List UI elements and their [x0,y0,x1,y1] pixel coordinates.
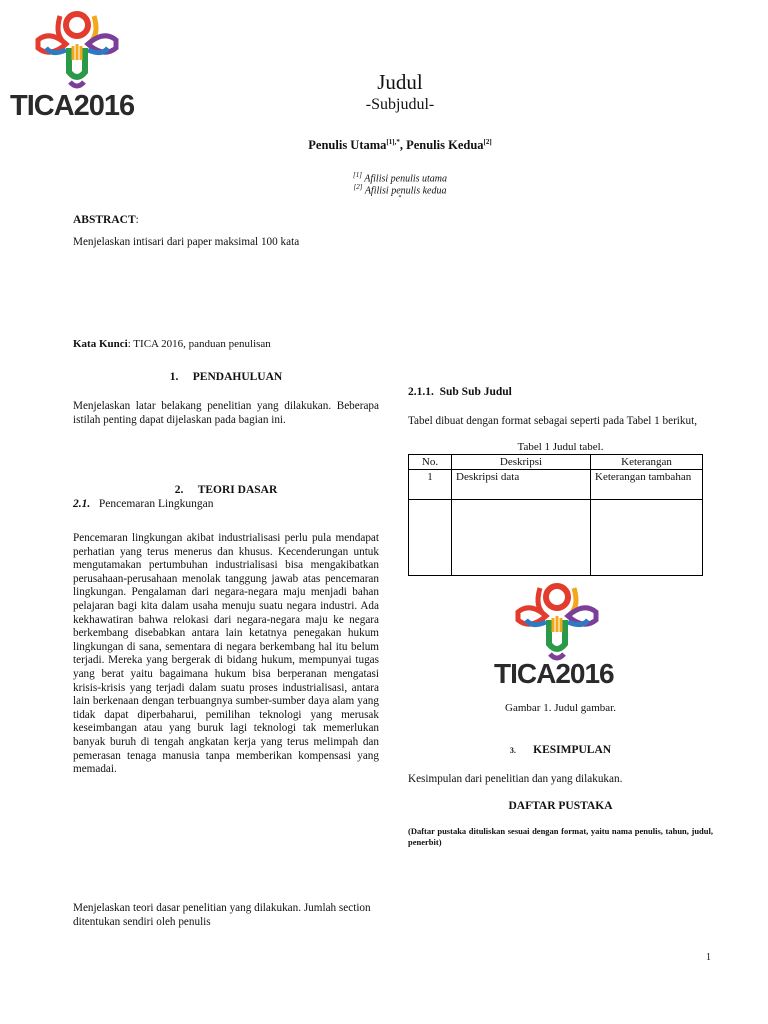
table-cell-no: 1 [409,470,452,500]
section-3-heading [408,744,713,756]
tica-wordmark: TICA2016 [494,658,614,689]
section-2-1-text: Pencemaran lingkungan akibat industrialisasi perlu pula mendapat perhatian yang terus menerus dan khusus. Kecenderungan untuk mengutamakan pertumbuhan industrialisasi bisa mengakibatkan perusahaan-perusahaan menolak tanggung jawab atas pencemaran lingkungan. Pengalaman dari negara-negara maju menjadi bahan pelajaran bagi kita dalam usaha menuju suatu negara industri. Ada kekhawatiran bahwa relokasi dari negara-negara maju ke negara berkembang disebabkan antara lain ketatnya penegakan hukum lingkungan di sana, sementara di negara berkembang hal itu belum terjadi. Mereka yang bergerak di bidang hukum, mempunyai tugas yang berat yaitu bagaimana hukum bisa berperanan mengatasi krisis-krisis yang terjadi dalam suatu proses industrialisasi, antara lain berkenaan dengan terbuangnya sumber-sumber daya alam yang tidak dapat diperbaharui, pemilihan teknologi yang merusak keseimbangan atau yang buruk lagi teknologi tak memerlukan banyak buruh di tengah angkatan kerja yang terus melimpah dan pemerasan tenaga manusia tanpa memberikan kompensasi yang memadai. [73,532,379,776]
paper-subtitle: -Subjudul- [365,96,435,113]
table-cell-empty-3 [591,500,703,576]
section-2-1-heading [73,498,214,510]
table-header-row [409,455,703,470]
abstract-colon: : [135,214,139,226]
table-cell-deskripsi: Deskripsi data [452,470,591,500]
paper-title: Judul [377,70,423,94]
section-2-number: 2. [174,484,184,496]
abstract-label: ABSTRACT [73,214,136,226]
affiliation-3: * [398,195,402,201]
section-2-1-1-heading [408,386,512,398]
table-cell-keterangan: Keterangan tambahan [591,470,703,500]
author-separator: , [399,138,407,153]
keywords-label: Kata Kunci [73,338,128,350]
affiliation-1-text: Afilisi penulis utama [364,173,448,185]
tica-emblem-icon [512,582,602,664]
author-secondary: Penulis Kedua [406,138,484,153]
page-number: 1 [706,952,711,963]
affiliation-2-mark: [2] [353,183,363,191]
section-2-1-number: 2.1. [73,498,91,510]
tica-wordmark: TICA2016 [10,90,135,122]
keywords-text: : TICA 2016, panduan penulisan [127,338,271,350]
affiliation-2-text: Afilisi penulis kedua [364,185,447,197]
section-3-text: Kesimpulan dari penelitian dan yang dilakukan. [408,773,623,785]
table-cell-empty-1 [409,500,452,576]
section-2-1-1-number: 2.1.1. [408,386,434,398]
section-1-number: 1. [169,371,179,383]
author-secondary-mark: [2] [483,138,492,146]
table-header-keterangan: Keterangan [591,455,703,470]
table-cell-empty-2 [452,500,591,576]
affiliation-1-mark: [1] [352,171,362,179]
section-1-text: Menjelaskan latar belakang penelitian yang dilakukan. Beberapa istilah penting dapat dijelaskan pada bagian ini. [73,400,379,426]
table-row-empty [409,500,703,576]
section-1-title: PENDAHULUAN [192,371,283,383]
table-header-no: No. [409,455,452,470]
figure-1-image [494,582,634,697]
section-3-title: KESIMPULAN [533,744,612,756]
table-header-deskripsi: Deskripsi [452,455,591,470]
abstract-text: Menjelaskan intisari dari paper maksimal 100 kata [73,236,300,248]
table-row [409,470,703,500]
section-2-heading [73,484,379,496]
author-primary-mark: [1],* [386,138,400,146]
table-caption: Tabel 1 Judul tabel. [517,441,604,453]
section-2-1-1-text: Tabel dibuat dengan format sebagai seperti pada Tabel 1 berikut, [408,415,697,427]
table-1 [408,454,703,576]
figure-caption: Gambar 1. Judul gambar. [505,702,616,714]
references-text: (Daftar pustaka dituliskan sesuai dengan format, yaitu nama penulis, tahun, judul, penerbit) [408,826,713,847]
keywords [73,338,271,350]
section-2-text: Menjelaskan teori dasar penelitian yang dilakukan. Jumlah section ditentukan sendiri oleh penulis [73,902,371,928]
section-3-number: 3. [509,746,516,755]
section-2-1-1-title: Sub Sub Judul [439,386,512,398]
author-line [0,138,768,153]
section-2-1-title: Pencemaran Lingkungan [98,498,214,510]
references-heading: DAFTAR PUSTAKA [508,800,613,812]
section-1-heading [73,371,379,383]
section-2-title: TEORI DASAR [197,484,278,496]
abstract-heading [73,214,139,226]
author-primary: Penulis Utama [308,138,387,153]
